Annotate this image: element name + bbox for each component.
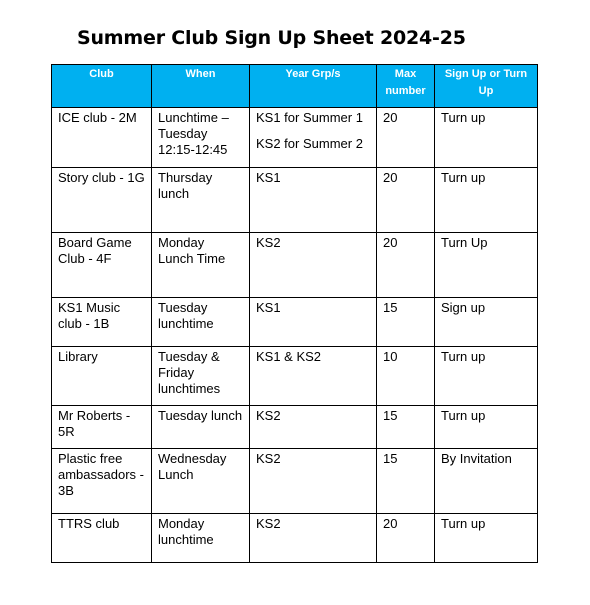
cell-max-number: 20 (377, 233, 435, 298)
year-group-line-2: KS2 for Summer 2 (256, 136, 363, 151)
cell-max-number: 15 (377, 449, 435, 514)
cell-year-group: KS2 (250, 233, 377, 298)
cell-when: Monday Lunch Time (152, 233, 250, 298)
cell-max-number: 10 (377, 347, 435, 406)
cell-year-group: KS1 (250, 298, 377, 347)
table-row (52, 406, 538, 449)
cell-max-number: 15 (377, 298, 435, 347)
cell-year-group: KS2 (250, 514, 377, 563)
cell-club: Plastic free ambassadors - 3B (52, 449, 152, 514)
table-row (52, 514, 538, 563)
table-row (52, 449, 538, 514)
year-group-line-1: KS1 for Summer 1 (256, 110, 363, 125)
cell-sign-up: Turn up (435, 406, 538, 449)
cell-max-number: 20 (377, 168, 435, 233)
cell-when: Monday lunchtime (152, 514, 250, 563)
header-year-group: Year Grp/s (250, 65, 377, 108)
cell-when: Tuesday lunchtime (152, 298, 250, 347)
cell-when: Lunchtime – Tuesday 12:15-12:45 (152, 108, 250, 168)
signup-table (51, 64, 538, 563)
cell-club: Board Game Club - 4F (52, 233, 152, 298)
cell-year-group: KS2 (250, 406, 377, 449)
cell-when: Wednesday Lunch (152, 449, 250, 514)
cell-year-group (250, 108, 377, 168)
cell-sign-up: Turn up (435, 108, 538, 168)
cell-club: Library (52, 347, 152, 406)
cell-club: KS1 Music club - 1B (52, 298, 152, 347)
header-when: When (152, 65, 250, 108)
header-max-number: Max number (377, 65, 435, 108)
table-header (52, 65, 538, 108)
cell-club: TTRS club (52, 514, 152, 563)
cell-sign-up: Turn up (435, 347, 538, 406)
cell-sign-up: Turn Up (435, 233, 538, 298)
cell-year-group: KS1 (250, 168, 377, 233)
cell-sign-up: Turn up (435, 168, 538, 233)
cell-sign-up: Sign up (435, 298, 538, 347)
cell-club: Story club - 1G (52, 168, 152, 233)
cell-when: Tuesday lunch (152, 406, 250, 449)
table-row (52, 347, 538, 406)
cell-sign-up: Turn up (435, 514, 538, 563)
header-row (52, 65, 538, 108)
cell-year-group: KS1 & KS2 (250, 347, 377, 406)
cell-sign-up: By Invitation (435, 449, 538, 514)
cell-year-group: KS2 (250, 449, 377, 514)
page-title: Summer Club Sign Up Sheet 2024-25 (77, 27, 466, 49)
cell-max-number: 20 (377, 514, 435, 563)
cell-club: Mr Roberts - 5R (52, 406, 152, 449)
table-body (52, 108, 538, 563)
cell-club: ICE club - 2M (52, 108, 152, 168)
table-row (52, 233, 538, 298)
header-sign-up: Sign Up or Turn Up (435, 65, 538, 108)
cell-max-number: 15 (377, 406, 435, 449)
cell-when: Thursday lunch (152, 168, 250, 233)
table-row (52, 168, 538, 233)
cell-when: Tuesday & Friday lunchtimes (152, 347, 250, 406)
table-row (52, 108, 538, 168)
cell-max-number: 20 (377, 108, 435, 168)
table-row (52, 298, 538, 347)
header-club: Club (52, 65, 152, 108)
